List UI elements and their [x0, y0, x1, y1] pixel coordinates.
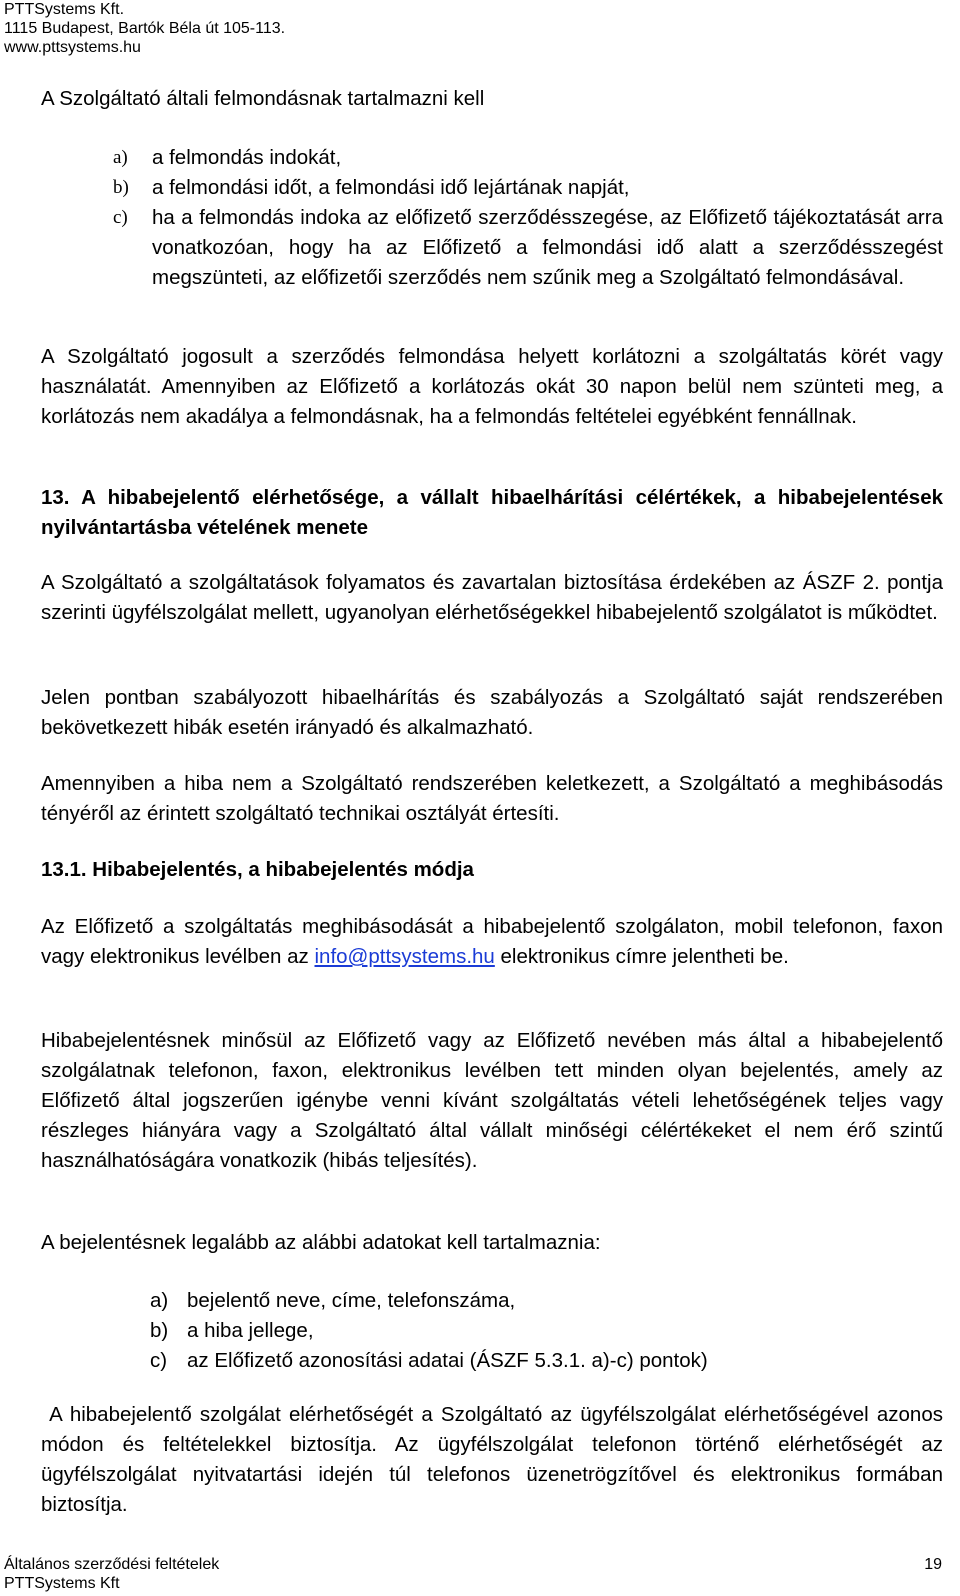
list-marker: a)	[150, 1289, 169, 1312]
section-13-heading: 13. A hibabejelentő elérhetősége, a vállalt hibaelhárítási célértékek, a hibabejelentések nyilvántartásba vételének menete	[41, 486, 943, 539]
section-13-paragraph-1: A Szolgáltató a szolgáltatások folyamatos és zavartalan biztosítása érdekében az ÁSZF 2. pontja szerinti ügyfélszolgálat mellett, ugyanolyan elérhetőségekkel hibabejelentő szolgálatot is működtet.	[41, 571, 943, 624]
section-13-paragraph-2: Jelen pontban szabályozott hibaelhárítás és szabályozás a Szolgáltató saját rendszerében bekövetkezett hibák esetén irányadó és alkalmazható.	[41, 686, 943, 739]
report-requirements-intro: A bejelentésnek legalább az alábbi adatokat kell tartalmaznia:	[41, 1231, 601, 1254]
fault-report-definition: Hibabejelentésnek minősül az Előfizető vagy az Előfizető nevében más által a hibabejelentő szolgálatnak telefonon, faxon, elektronikus levélben tett minden olyan bejelentés, amely az Előfizető által jogszerűen igénybe venni kívánt szolgáltatás vételi lehetőségének teljes vagy részleges hiányára vagy a Szolgáltató által vállalt minőségi célértékeket el nem érő szintű használhatóságára vonatkozik (hibás teljesítés).	[41, 1029, 943, 1172]
email-link[interactable]: info@pttsystems.hu	[314, 945, 495, 968]
page-header	[4, 0, 285, 57]
section-13-paragraph-3: Amennyiben a hiba nem a Szolgáltató rendszerében keletkezett, a Szolgáltató a meghibásodás tényéről az érintett szolgáltató technikai osztályát értesíti.	[41, 772, 943, 825]
section-13-1-heading: 13.1. Hibabejelentés, a hibabejelentés módja	[41, 858, 474, 881]
footer-company: PTTSystems Kft	[4, 1575, 120, 1592]
report-method-paragraph	[41, 912, 943, 972]
header-address: 1115 Budapest, Bartók Béla út 105-113.	[4, 20, 286, 37]
list-item-text: a hiba jellege,	[187, 1319, 314, 1342]
list-marker: c)	[113, 207, 128, 228]
footer-doc-title: Általános szerződési feltételek	[4, 1556, 220, 1573]
list-item-text: az Előfizető azonosítási adatai (ÁSZF 5.3.1. a)-c) pontok)	[187, 1349, 708, 1372]
list-item-text: bejelentő neve, címe, telefonszáma,	[187, 1289, 516, 1312]
header-website: www.pttsystems.hu	[4, 39, 141, 56]
list-marker: b)	[150, 1319, 169, 1342]
restriction-paragraph: A Szolgáltató jogosult a szerződés felmondása helyett korlátozni a szolgáltatás körét vagy használatát. Amennyiben az Előfizető a korlátozás okát 30 napon belül nem szünteti meg, a korlátozás nem akadálya a felmondásnak, ha a felmondás feltételei egyébként fennállnak.	[41, 345, 943, 428]
termination-intro: A Szolgáltató általi felmondásnak tartalmazni kell	[41, 87, 485, 110]
list-item-text: a felmondási időt, a felmondási idő lejártának napját,	[152, 176, 630, 199]
page-number: 19	[924, 1556, 942, 1573]
report-method-text-after: elektronikus címre jelentheti be.	[494, 945, 789, 968]
availability-paragraph: A hibabejelentő szolgálat elérhetőségét a Szolgáltató az ügyfélszolgálat elérhetőségével azonos módon és feltételekkel biztosítja. Az ügyfélszolgálat telefonon történő elérhetőségét az ügyfélszolgálat nyitvatartási idején túl telefonos üzenetrögzítővel és elektronikus formában biztosítja.	[41, 1403, 949, 1516]
list-item-text: ha a felmondás indoka az előfizető szerződésszegése, az Előfizető tájékoztatását arra vonatkozóan, hogy ha az Előfizető a felmondási idő alatt a szerződésszegést megszünteti, az előfizetői szerződés nem szűnik meg a Szolgáltató felmondásával.	[152, 206, 943, 289]
header-company: PTTSystems Kft.	[4, 1, 125, 18]
footer-left	[4, 1555, 219, 1593]
list-marker: c)	[150, 1349, 168, 1372]
list-marker: a)	[113, 147, 128, 168]
list-item-text: a felmondás indokát,	[152, 146, 342, 169]
list-marker: b)	[113, 177, 129, 198]
report-method-text-before: Az Előfizető a szolgáltatás meghibásodását a hibabejelentő szolgálaton, mobil telefonon, faxon vagy elektronikus levélben az	[41, 915, 943, 968]
